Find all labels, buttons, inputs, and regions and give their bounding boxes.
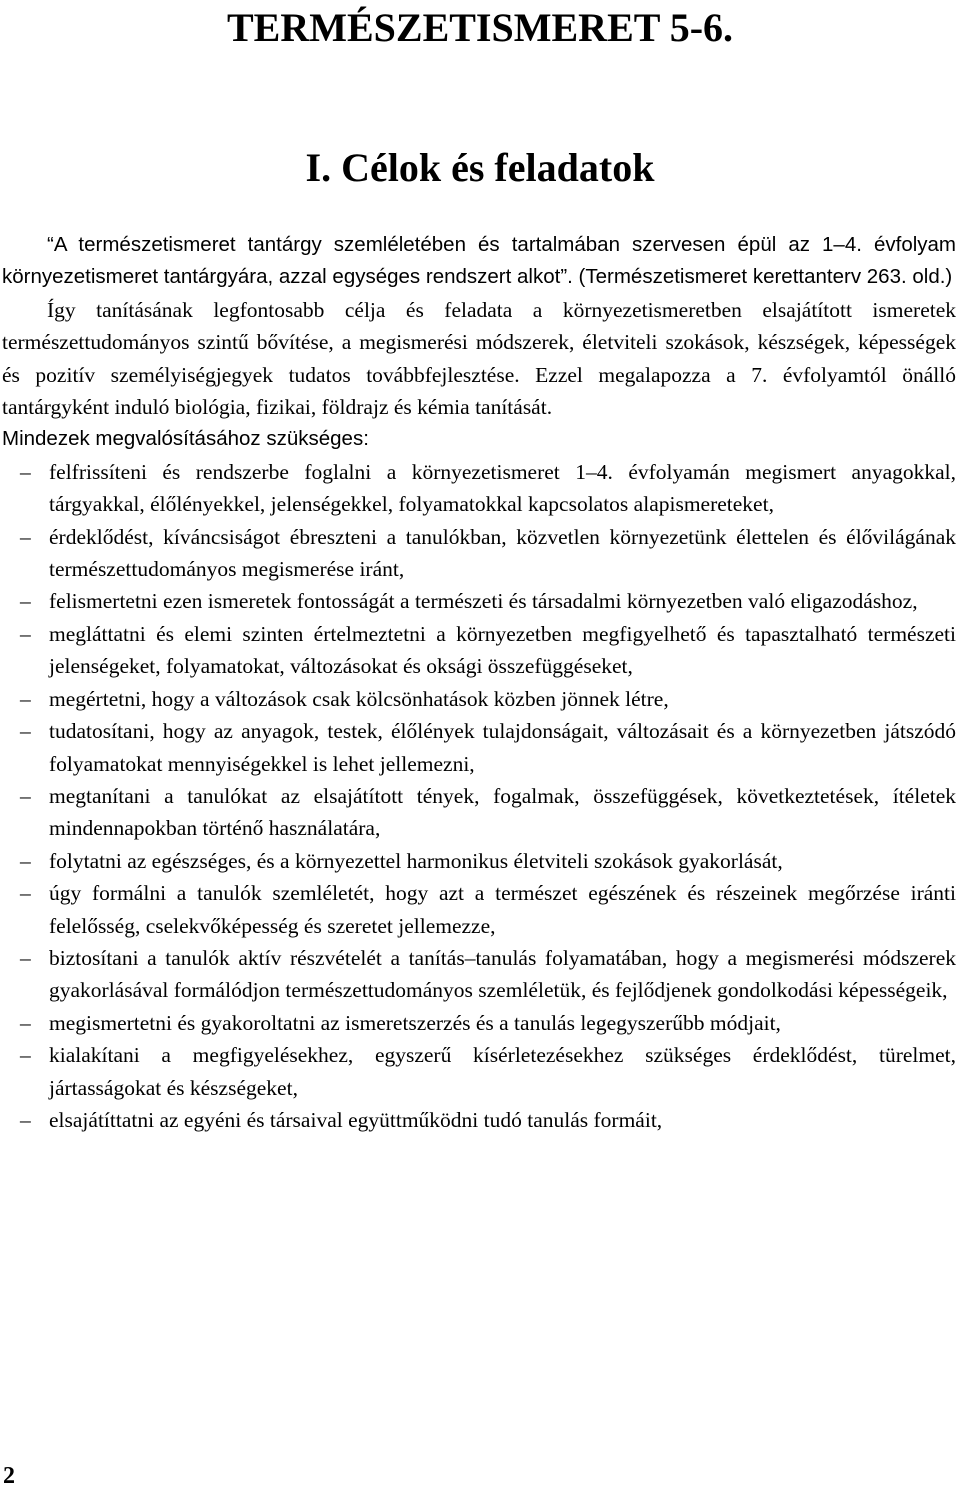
section-heading: I. Célok és feladatok — [305, 145, 655, 190]
list-dash-marker: – — [20, 848, 31, 873]
goal-text: megláttatni és elemi szinten értelmeztetni a környezetben megfigyelhető és tapasztalható természeti jelenségeket, folyamatokat, változásokat és oksági összefüggéseket, — [49, 621, 956, 679]
goal-text: megismertetni és gyakoroltatni az ismeretszerzés és a tanulás legegyszerűbb módjait, — [49, 1010, 781, 1035]
list-dash-marker: – — [20, 945, 31, 970]
goals-list — [2, 456, 956, 1137]
goal-text: felismertetni ezen ismeretek fontosságát a természeti és társadalmi környezetben való eligazodáshoz, — [49, 589, 918, 614]
list-dash-marker: – — [20, 783, 31, 808]
list-dash-marker: – — [20, 1043, 31, 1068]
list-dash-marker: – — [20, 589, 31, 614]
goal-text: megértetni, hogy a változások csak kölcsönhatások közben jönnek létre, — [49, 686, 669, 711]
goal-list-item — [2, 1104, 956, 1136]
goal-text: folytatni az egészséges, és a környezettel harmonikus életviteli szokások gyakorlását, — [49, 848, 783, 873]
lead-paragraph: Így tanításának legfontosabb célja és feladata a környezetismeretben elsajátított ismeretek természettudományos szintű bővítése, a megismerési módszerek, életviteli szokások, készségek, képességek és pozitív személyiségjegyek tudatos továbbfejlesztése. Ezzel megalapozza a 7. évfolyamtól önálló tantárgyként induló biológia, fizikai, földrajz és kémia tanítását. — [2, 297, 956, 420]
page-number: 2 — [3, 1463, 15, 1489]
list-dash-marker: – — [20, 881, 31, 906]
goal-list-item — [2, 521, 956, 586]
goal-list-item — [2, 877, 956, 942]
goal-list-item — [2, 456, 956, 521]
goal-text: érdeklődést, kíváncsiságot ébreszteni a tanulókban, közvetlen környezetünk élettelen és élővilágának természettudományos megismerése iránt, — [49, 524, 956, 582]
document-body — [2, 229, 956, 1136]
requirements-intro: Mindezek megvalósításához szükséges: — [2, 427, 369, 451]
goal-text: elsajátíttatni az egyéni és társaival együttműködni tudó tanulás formáit, — [49, 1107, 663, 1132]
intro-quote-paragraph: “A természetismeret tantárgy szemléletében és tartalmában szervesen épül az 1–4. évfolyam környezetismeret tantárgyára, azzal egységes rendszert alkot”. (Természetismeret kerettanterv 263. old.) — [2, 233, 956, 289]
goal-text: kialakítani a megfigyelésekhez, egyszerű kísérletezésekhez szükséges érdeklődést, türelmet, jártasságokat és készségeket, — [49, 1043, 956, 1100]
list-dash-marker: – — [20, 524, 31, 549]
goal-text: úgy formálni a tanulók szemléletét, hogy azt a természet egészének és részeinek megőrzése iránti felelősség, cselekvőképesség és szeretet jellemezze, — [49, 881, 956, 938]
list-dash-marker: – — [20, 621, 31, 646]
goal-list-item — [2, 1039, 956, 1104]
list-dash-marker: – — [20, 686, 31, 711]
document-title: TERMÉSZETISMERET 5-6. — [226, 5, 734, 50]
goal-list-item — [2, 1007, 956, 1039]
goal-text: biztosítani a tanulók aktív részvételét a tanítás–tanulás folyamatában, hogy a megismerési módszerek gyakorlásával formálódjon természettudományos szemléletük, és fejlődjenek gondolkodási képességeik, — [49, 945, 956, 1003]
goal-list-item — [2, 715, 956, 780]
list-dash-marker: – — [20, 459, 31, 484]
goal-text: tudatosítani, hogy az anyagok, testek, élőlények tulajdonságait, változásait és a környezetben játszódó folyamatokat mennyiségekkel is lehet jellemezni, — [49, 719, 956, 776]
goal-text: megtanítani a tanulókat az elsajátított tények, fogalmak, összefüggések, következtetések, ítéletek mindennapokban történő használatára, — [49, 783, 956, 841]
goal-list-item — [2, 942, 956, 1007]
goal-list-item — [2, 618, 956, 683]
goal-list-item — [2, 780, 956, 845]
list-dash-marker: – — [20, 719, 31, 744]
goal-list-item — [2, 845, 956, 877]
list-dash-marker: – — [20, 1107, 31, 1132]
goal-text: felfrissíteni és rendszerbe foglalni a környezetismeret 1–4. évfolyamán megismert anyagokkal, tárgyakkal, élőlényekkel, jelenségekkel, folyamatokkal kapcsolatos alapismereteket, — [49, 459, 956, 517]
goal-list-item — [2, 585, 956, 617]
goal-list-item — [2, 683, 956, 715]
list-dash-marker: – — [20, 1010, 31, 1035]
